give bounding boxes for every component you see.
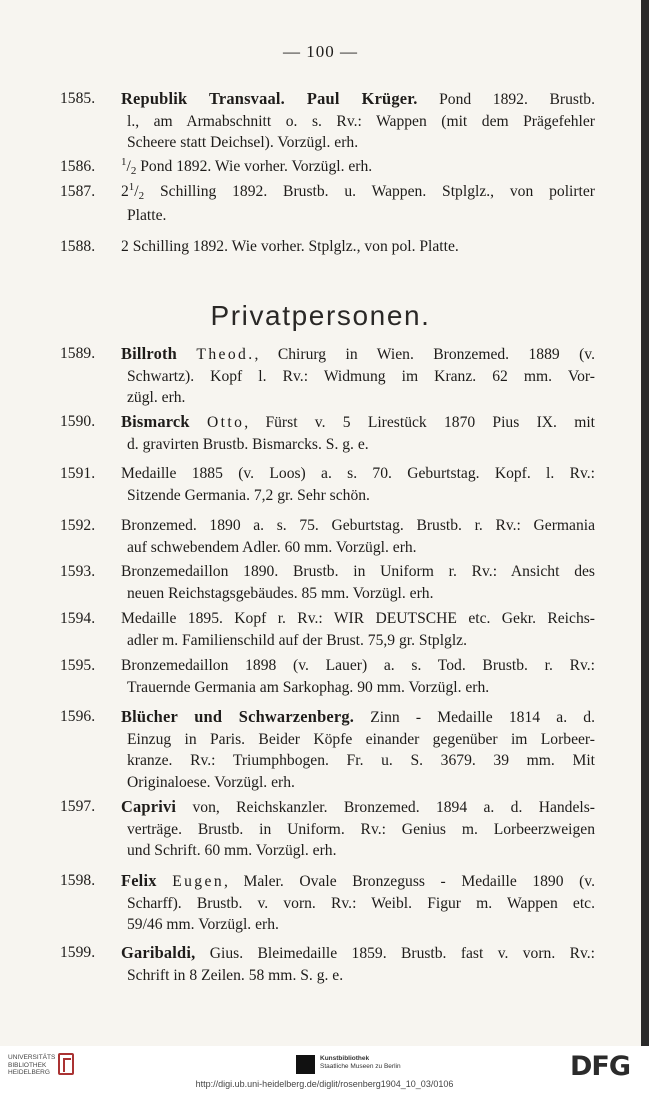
uni-logo-line: HEIDELBERG bbox=[8, 1069, 50, 1076]
entry-line bbox=[121, 343, 595, 366]
entry-description bbox=[121, 515, 595, 558]
entry-number: 1598. bbox=[60, 872, 96, 889]
entry-line bbox=[121, 537, 595, 559]
entry-text: / bbox=[126, 158, 131, 175]
entry-lemma: Billroth bbox=[121, 344, 177, 363]
entry-description bbox=[121, 655, 595, 698]
entry-text: , Maler. Ovale Bronzeguss - Medaille 1890 (v. bbox=[224, 873, 595, 890]
entry-number: 1596. bbox=[60, 708, 96, 725]
entry-line bbox=[121, 706, 595, 729]
entry-line bbox=[121, 914, 595, 936]
entry-text: Theod. bbox=[196, 346, 255, 363]
entry-line bbox=[121, 561, 595, 583]
entry-text: Schrift in 8 Zeilen. 58 mm. S. g. e. bbox=[127, 966, 344, 984]
entry-description bbox=[121, 796, 595, 862]
entry-text: d. gravirten Brustb. Bismarcks. S. g. e. bbox=[127, 435, 369, 453]
entry-text: 1 bbox=[128, 181, 135, 193]
entry-line bbox=[121, 655, 595, 677]
entry-lemma: Bismarck bbox=[121, 412, 190, 431]
entry-text: Schwartz). Kopf l. Rv.: Widmung im Kranz. 62 mm. Vor- bbox=[127, 367, 595, 385]
entry-description bbox=[121, 608, 595, 651]
entry-number: 1594. bbox=[60, 610, 96, 627]
entry-text: zügl. erh. bbox=[127, 389, 186, 406]
entry-line bbox=[121, 819, 595, 841]
entry-line bbox=[121, 111, 595, 133]
entry-line bbox=[121, 772, 595, 794]
entry-lemma: Caprivi bbox=[121, 797, 177, 816]
entry-text: l., am Armabschnitt o. s. Rv.: Wappen (mit dem Prägefehler bbox=[127, 112, 595, 130]
entry-line bbox=[121, 942, 595, 965]
kunstbibliothek-label bbox=[320, 1055, 401, 1071]
entry-line bbox=[121, 156, 595, 180]
entry-text: Gius. Bleimedaille 1859. Brustb. fast v. vorn. Rv.: bbox=[195, 945, 595, 962]
entry-number: 1592. bbox=[60, 517, 96, 534]
university-seal-icon bbox=[58, 1053, 74, 1075]
entry-text bbox=[157, 873, 173, 890]
entry-line bbox=[121, 132, 595, 154]
entry-text: Einzug in Paris. Beider Köpfe einander gegenüber im Lorbeer- bbox=[127, 730, 595, 748]
entry-text: Bronzemed. 1890 a. s. 75. Geburtstag. Brustb. r. Rv.: Germania bbox=[121, 517, 595, 534]
entry-line bbox=[121, 870, 595, 893]
entry-text: Scheere statt Deichsel). Vorzügl. erh. bbox=[127, 134, 359, 151]
entry-text: und Schrift. 60 mm. Vorzügl. erh. bbox=[127, 842, 337, 859]
entry-text: Platte. bbox=[127, 206, 167, 224]
entry-number: 1593. bbox=[60, 563, 96, 580]
entry-description bbox=[121, 870, 595, 936]
entry-description bbox=[121, 88, 595, 154]
entry-description bbox=[121, 463, 595, 506]
entry-text: Bronzemedaillon 1898 (v. Lauer) a. s. Tod. Brustb. r. Rv.: bbox=[121, 657, 595, 674]
entry-text bbox=[177, 346, 196, 363]
entry-text: Scharff). Brustb. v. vorn. Rv.: Weibl. Figur m. Wappen etc. bbox=[127, 894, 595, 912]
uni-logo-line: UNIVERSITÄTS bbox=[8, 1054, 56, 1061]
entry-line bbox=[121, 434, 595, 456]
entry-line bbox=[121, 515, 595, 537]
entry-text: Medaille 1885 (v. Loos) a. s. 70. Geburtstag. Kopf. l. Rv.: bbox=[121, 465, 595, 482]
entry-line bbox=[121, 630, 595, 652]
entry-description bbox=[121, 181, 595, 226]
entry-text: 2 bbox=[138, 190, 145, 202]
entry-description bbox=[121, 156, 595, 180]
entry-number: 1585. bbox=[60, 90, 96, 107]
entry-line bbox=[121, 796, 595, 819]
entry-line bbox=[121, 750, 595, 772]
section-heading: Privatpersonen. bbox=[210, 300, 431, 331]
footer-bar bbox=[0, 1046, 649, 1094]
entry-text: Schilling 1892. Brustb. u. Wappen. Stplglz., von polirter bbox=[144, 183, 595, 200]
entry-text bbox=[190, 414, 207, 431]
entry-text: adler m. Familienschild auf der Brust. 75,9 gr. Stplglz. bbox=[127, 631, 467, 649]
entry-line bbox=[121, 729, 595, 751]
entry-text: Bronzemedaillon 1890. Brustb. in Uniform r. Rv.: Ansicht des bbox=[121, 563, 595, 580]
entry-lemma: Blücher und Schwarzenberg. bbox=[121, 707, 355, 726]
uni-logo-line: BIBLIOTHEK bbox=[8, 1061, 47, 1069]
entry-number: 1597. bbox=[60, 798, 96, 815]
entry-description bbox=[121, 942, 595, 986]
entry-line bbox=[121, 236, 595, 258]
page-edge-shadow bbox=[641, 0, 649, 1046]
entry-text: 59/46 mm. Vorzügl. erh. bbox=[127, 916, 279, 933]
entry-text: Eugen bbox=[172, 873, 225, 890]
entry-description bbox=[121, 343, 595, 409]
entry-text: neuen Reichstagsgebäudes. 85 mm. Vorzügl. erh. bbox=[127, 584, 434, 602]
entry-text: , Fürst v. 5 Lirestück 1870 Pius IX. mit bbox=[244, 414, 595, 431]
entry-text: Medaille 1895. Kopf r. Rv.: WIR DEUTSCHE etc. Gekr. Reichs- bbox=[121, 610, 595, 627]
entry-text: kranze. Rv.: Triumphbogen. Fr. u. S. 3679. 39 mm. Mit bbox=[127, 752, 595, 769]
entry-text: / bbox=[134, 183, 139, 200]
kunstbibliothek-subtitle: Staatliche Museen zu Berlin bbox=[320, 1063, 401, 1070]
entry-description bbox=[121, 411, 595, 455]
entry-description bbox=[121, 706, 595, 793]
entry-text: , Chirurg in Wien. Bronzemed. 1889 (v. bbox=[254, 346, 595, 363]
entry-number: 1590. bbox=[60, 413, 96, 430]
entry-text: Sitzende Germania. 7,2 gr. Sehr schön. bbox=[127, 486, 370, 504]
entry-line bbox=[121, 387, 595, 409]
entry-line bbox=[121, 366, 595, 388]
page-number: — 100 — bbox=[283, 42, 358, 61]
entry-line bbox=[121, 583, 595, 605]
university-library-logo bbox=[8, 1054, 55, 1077]
entry-number: 1595. bbox=[60, 657, 96, 674]
entry-text: von, Reichskanzler. Bronzemed. 1894 a. d. Handels- bbox=[176, 799, 595, 816]
entry-text: 2 bbox=[121, 183, 129, 200]
entry-text: 2 Schilling 1892. Wie vorher. Stplglz., von pol. Platte. bbox=[121, 238, 459, 255]
source-url-link[interactable]: http://digi.ub.uni-heidelberg.de/diglit/rosenberg1904_10_03/0106 bbox=[195, 1079, 454, 1089]
entry-line bbox=[121, 677, 595, 699]
entry-number: 1588. bbox=[60, 238, 96, 255]
entry-number: 1586. bbox=[60, 158, 96, 175]
entry-text: verträge. Brustb. in Uniform. Rv.: Genius m. Lorbeerzweigen bbox=[127, 820, 595, 838]
entry-description bbox=[121, 236, 595, 258]
entry-description bbox=[121, 561, 595, 604]
entry-text: Pond 1892. Wie vorher. Vorzügl. erh. bbox=[136, 158, 373, 175]
entry-text: 1 bbox=[121, 156, 127, 168]
entry-number: 1591. bbox=[60, 465, 96, 482]
entry-line bbox=[121, 965, 595, 987]
entry-text: Zinn - Medaille 1814 a. d. bbox=[354, 709, 595, 726]
entry-line bbox=[121, 485, 595, 507]
entry-line bbox=[121, 608, 595, 630]
entry-number: 1587. bbox=[60, 183, 96, 200]
entry-line bbox=[121, 181, 595, 205]
kunstbibliothek-title: Kunstbibliothek bbox=[320, 1055, 370, 1062]
entry-line bbox=[121, 893, 595, 915]
dfg-logo: DFG bbox=[570, 1051, 631, 1082]
entry-text: 2 bbox=[130, 165, 137, 177]
entry-text: Pond 1892. Brustb. bbox=[417, 91, 595, 108]
entry-lemma: Garibaldi, bbox=[121, 943, 196, 962]
entry-line bbox=[121, 411, 595, 434]
entry-text: Originaloese. Vorzügl. erh. bbox=[127, 773, 295, 791]
entry-number: 1599. bbox=[60, 944, 96, 961]
entry-line bbox=[121, 205, 595, 227]
entry-number: 1589. bbox=[60, 345, 96, 362]
entry-line bbox=[121, 463, 595, 485]
entry-lemma: Republik Transvaal. Paul Krüger. bbox=[121, 89, 418, 108]
entry-text: Trauernde Germania am Sarkophag. 90 mm. Vorzügl. erh. bbox=[127, 678, 490, 696]
entry-text: auf schwebendem Adler. 60 mm. Vorzügl. erh. bbox=[127, 538, 417, 556]
kunstbibliothek-logo-icon bbox=[296, 1055, 315, 1074]
entry-lemma: Felix bbox=[121, 871, 157, 890]
entry-text: Otto bbox=[206, 414, 245, 431]
entry-line bbox=[121, 88, 595, 111]
entry-line bbox=[121, 840, 595, 862]
